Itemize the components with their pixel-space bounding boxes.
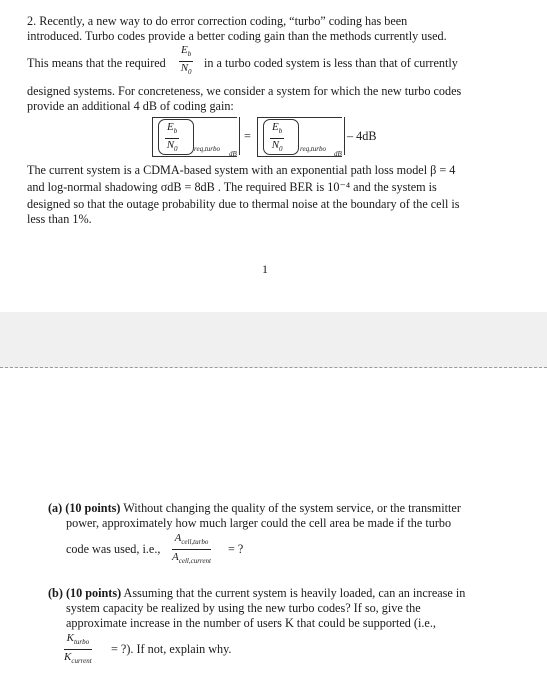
part-a-line-3: code was used, i.e.,: [66, 542, 161, 556]
part-a-line-2: power, approximately how much larger could the cell area be made if the turbo: [66, 516, 452, 530]
part-b-label: (b) (10 points): [48, 586, 122, 600]
part-a-fraction: $A_{cell,turbo}$ $A_{cell,current}$: [172, 532, 211, 566]
part-b-tail: = ?). If not, explain why.: [111, 642, 232, 656]
eq-sub-turbo-1: req,turbo: [194, 145, 220, 153]
problem-line-7: and log-normal shadowing σdB = 8dB . The required BER is 10⁻⁴ and the system is: [27, 180, 437, 194]
eq-tail: – 4dB: [347, 129, 377, 143]
eq-sub-db-2: dB: [334, 150, 342, 158]
part-a-label: (a) (10 points): [48, 501, 121, 515]
part-b-line-2: system capacity be realized by using the new turbo codes? If so, give the: [66, 601, 421, 615]
n0-denominator: $N_0$: [180, 62, 192, 77]
problem-line-9: less than 1%.: [27, 212, 92, 226]
part-b-line-3: approximate increase in the number of users K that could be supported (i.e.,: [66, 616, 436, 630]
problem-line-8: designed so that the outage probability due to thermal noise at the boundary of the cell is: [27, 197, 460, 211]
problem-line-1: 2. Recently, a new way to do error correction coding, “turbo” coding has been: [27, 14, 408, 28]
eq-equals: =: [244, 129, 251, 143]
problem-line-6: The current system is a CDMA-based system with an exponential path loss model β = 4: [27, 163, 456, 177]
problem-line-2: introduced. Turbo codes provide a better coding gain than the methods currently used.: [27, 29, 447, 43]
eq-fraction-2: $\frac{E_b}{N_0}$: [271, 121, 283, 154]
page-number: 1: [262, 262, 268, 276]
problem-line-3b: in a turbo coded system is less than that of currently: [204, 56, 458, 70]
part-a-line-1: (a) (10 points) Without changing the quality of the system service, or the transmitter: [48, 501, 461, 515]
part-a-tail: = ?: [228, 542, 244, 556]
eq-sub-db-1: dB: [229, 150, 237, 158]
problem-line-4: designed systems. For concreteness, we consider a system for which the new turbo codes: [27, 84, 462, 98]
eb-numerator: $E_b$: [179, 44, 193, 62]
page-gap: [0, 312, 547, 368]
eq-sub-turbo-2: req,turbo: [300, 145, 326, 153]
problem-line-5: provide an additional 4 dB of coding gain:: [27, 99, 234, 113]
page-break-line: [0, 367, 547, 368]
page-1: [0, 0, 547, 312]
part-b-fraction: $K_{turbo}$ $K_{current}$: [64, 632, 92, 666]
problem-line-3a: This means that the required: [27, 56, 166, 70]
eq-fraction-1: $\frac{E_b}{N_0}$: [166, 121, 178, 154]
part-b-line-1: (b) (10 points) Assuming that the current system is heavily loaded, can an increase in: [48, 586, 466, 600]
eb-n0-fraction: [179, 44, 193, 79]
